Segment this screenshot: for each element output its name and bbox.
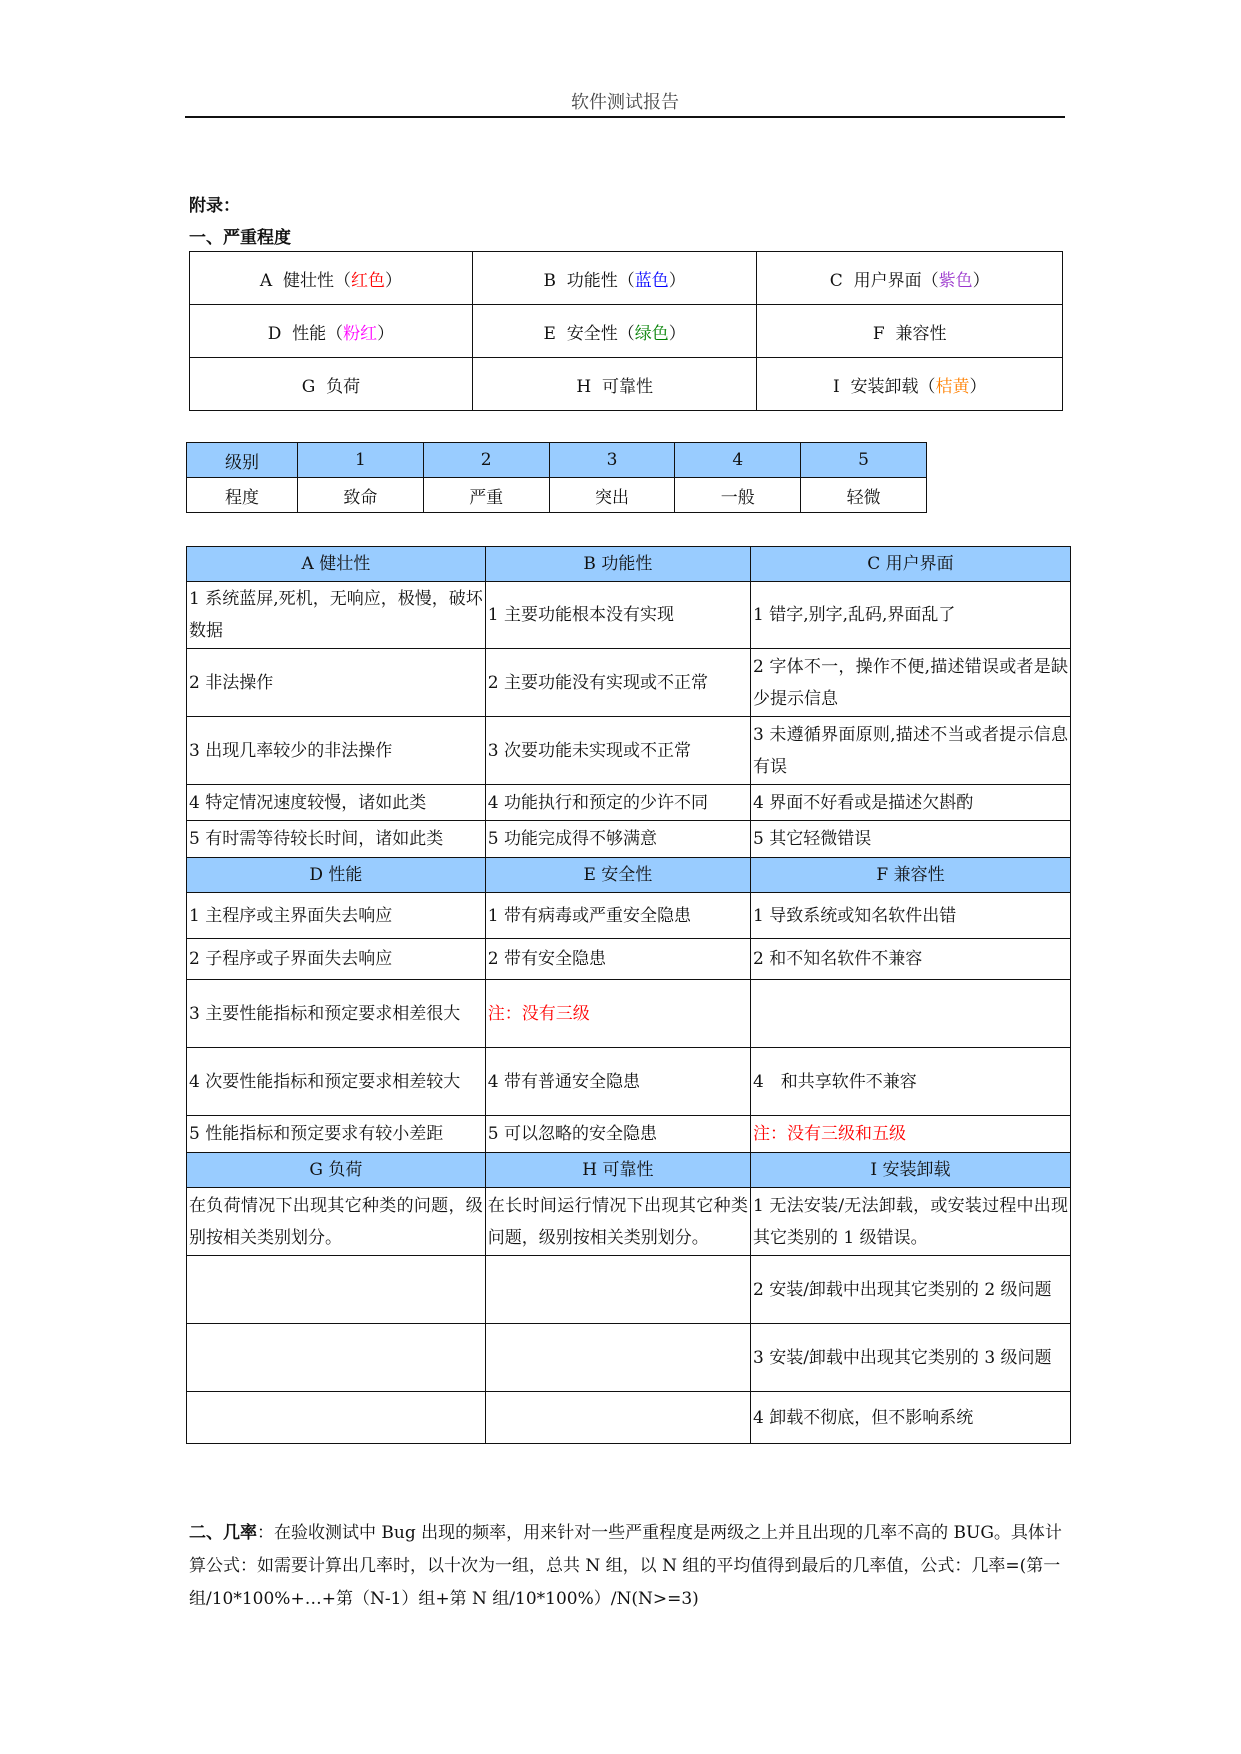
detail-cell: 2 和不知名软件不兼容 xyxy=(750,939,1070,980)
degree-value: 一般 xyxy=(675,478,801,513)
severity-category-table xyxy=(189,251,1063,411)
detail-cell: 4 卸载不彻底，但不影响系统 xyxy=(750,1392,1070,1444)
category-header: H 可靠性 xyxy=(485,1153,750,1188)
category-cell: D 性能（粉红） xyxy=(190,305,473,358)
detail-cell: 4 功能执行和预定的少许不同 xyxy=(485,785,750,821)
note-no-level-3-and-5: 注：没有三级和五级 xyxy=(750,1116,1070,1153)
detail-cell: 在长时间运行情况下出现其它种类问题，级别按相关类别划分。 xyxy=(485,1188,750,1256)
category-cell: H 可靠性 xyxy=(472,358,757,411)
detail-cell: 在负荷情况下出现其它种类的问题，级别按相关类别划分。 xyxy=(187,1188,486,1256)
category-header: E 安全性 xyxy=(485,858,750,893)
detail-cell: 1 无法安装/无法卸载，或安装过程中出现其它类别的 1 级错误。 xyxy=(750,1188,1070,1256)
detail-cell: 5 功能完成得不够满意 xyxy=(485,821,750,858)
detail-cell: 2 带有安全隐患 xyxy=(485,939,750,980)
detail-cell: 3 主要性能指标和预定要求相差很大 xyxy=(187,980,486,1048)
category-cell: I 安装卸载（桔黄） xyxy=(757,358,1063,411)
detail-cell xyxy=(485,1256,750,1324)
category-header: B 功能性 xyxy=(485,547,750,582)
section2-title: 二、几率 xyxy=(189,1523,257,1543)
level-number: 3 xyxy=(549,443,675,478)
degree-row-label: 程度 xyxy=(187,478,298,513)
probability-paragraph xyxy=(189,1517,1064,1616)
detail-cell xyxy=(187,1256,486,1324)
category-cell: A 健壮性（红色） xyxy=(190,252,473,305)
level-number: 2 xyxy=(423,443,549,478)
detail-cell: 4 次要性能指标和预定要求相差较大 xyxy=(187,1048,486,1116)
detail-cell xyxy=(485,1392,750,1444)
severity-level-table xyxy=(186,442,927,513)
appendix-label: 附录： xyxy=(189,196,240,216)
severity-detail-table xyxy=(186,546,1071,1444)
detail-cell xyxy=(750,980,1070,1048)
detail-cell: 5 性能指标和预定要求有较小差距 xyxy=(187,1116,486,1153)
detail-cell: 5 有时需等待较长时间，诸如此类 xyxy=(187,821,486,858)
detail-cell: 5 其它轻微错误 xyxy=(750,821,1070,858)
detail-cell: 3 出现几率较少的非法操作 xyxy=(187,717,486,785)
category-header: I 安装卸载 xyxy=(750,1153,1070,1188)
category-header: D 性能 xyxy=(187,858,486,893)
detail-cell: 1 系统蓝屏,死机，无响应，极慢，破坏数据 xyxy=(187,582,486,649)
detail-cell: 1 导致系统或知名软件出错 xyxy=(750,893,1070,939)
degree-value: 严重 xyxy=(423,478,549,513)
detail-cell: 1 带有病毒或严重安全隐患 xyxy=(485,893,750,939)
detail-cell: 2 字体不一，操作不便,描述错误或者是缺少提示信息 xyxy=(750,649,1070,717)
detail-cell: 2 安装/卸载中出现其它类别的 2 级问题 xyxy=(750,1256,1070,1324)
detail-cell: 4 带有普通安全隐患 xyxy=(485,1048,750,1116)
category-header: G 负荷 xyxy=(187,1153,486,1188)
level-header-label: 级别 xyxy=(187,443,298,478)
detail-cell: 1 主程序或主界面失去响应 xyxy=(187,893,486,939)
detail-cell: 3 安装/卸载中出现其它类别的 3 级问题 xyxy=(750,1324,1070,1392)
detail-cell: 3 次要功能未实现或不正常 xyxy=(485,717,750,785)
category-header: C 用户界面 xyxy=(750,547,1070,582)
category-cell: C 用户界面（紫色） xyxy=(757,252,1063,305)
detail-cell: 3 未遵循界面原则,描述不当或者提示信息有误 xyxy=(750,717,1070,785)
degree-value: 突出 xyxy=(549,478,675,513)
detail-cell: 1 错字,别字,乱码,界面乱了 xyxy=(750,582,1070,649)
detail-cell: 4 和共享软件不兼容 xyxy=(750,1048,1070,1116)
detail-cell: 5 可以忽略的安全隐患 xyxy=(485,1116,750,1153)
category-cell: G 负荷 xyxy=(190,358,473,411)
category-cell: F 兼容性 xyxy=(757,305,1063,358)
category-header: A 健壮性 xyxy=(187,547,486,582)
detail-cell: 2 非法操作 xyxy=(187,649,486,717)
note-no-level-3: 注：没有三级 xyxy=(485,980,750,1048)
detail-cell: 1 主要功能根本没有实现 xyxy=(485,582,750,649)
category-header: F 兼容性 xyxy=(750,858,1070,893)
header-rule xyxy=(185,116,1065,118)
detail-cell: 2 主要功能没有实现或不正常 xyxy=(485,649,750,717)
detail-cell: 4 界面不好看或是描述欠斟酌 xyxy=(750,785,1070,821)
detail-cell xyxy=(187,1324,486,1392)
section2-body: ：在验收测试中 Bug 出现的频率，用来针对一些严重程度是两级之上并且出现的几率不高的 BUG。具体计算公式：如需要计算出几率时，以十次为一组，总共 N 组，以 N 组的平均值得到最后的几率值，公式：几率=(第一组/10*100%+…+第（N-1）组+第 N 组/10*100%）/N(N>=3) xyxy=(189,1523,1062,1609)
detail-cell xyxy=(187,1392,486,1444)
page-header-title: 软件测试报告 xyxy=(571,92,679,113)
detail-cell: 4 特定情况速度较慢，诸如此类 xyxy=(187,785,486,821)
degree-value: 轻微 xyxy=(801,478,927,513)
level-number: 1 xyxy=(298,443,424,478)
level-number: 4 xyxy=(675,443,801,478)
degree-value: 致命 xyxy=(298,478,424,513)
detail-cell: 2 子程序或子界面失去响应 xyxy=(187,939,486,980)
detail-cell xyxy=(485,1324,750,1392)
level-number: 5 xyxy=(801,443,927,478)
section1-title: 一、严重程度 xyxy=(189,228,291,248)
category-cell: B 功能性（蓝色） xyxy=(472,252,757,305)
category-cell: E 安全性（绿色） xyxy=(472,305,757,358)
